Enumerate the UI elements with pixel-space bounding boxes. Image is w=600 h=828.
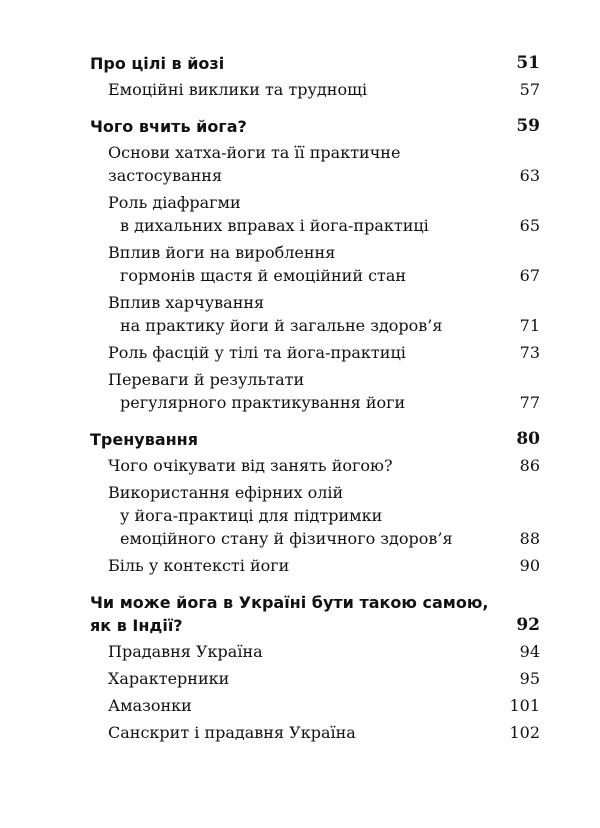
subsection-entry-page-number: 73 xyxy=(519,343,540,362)
subsection-entry-title-line: у йога-практиці для підтримки xyxy=(120,506,383,525)
chapter-entry-title xyxy=(90,591,508,637)
chapter-entry[interactable] xyxy=(90,428,540,451)
subsection-entry-title-line: Роль діафрагми xyxy=(108,193,241,212)
subsection-entry-page-number: 65 xyxy=(519,216,540,235)
subsection-entry[interactable] xyxy=(90,667,540,690)
subsection-entry-page-number: 102 xyxy=(509,723,540,742)
subsection-entry[interactable] xyxy=(90,721,540,744)
subsection-entry-title xyxy=(108,191,512,237)
table-of-contents xyxy=(90,52,540,758)
subsection-entry-page-number: 86 xyxy=(519,456,540,475)
chapter-entry-title xyxy=(90,428,508,451)
toc-section xyxy=(90,52,540,101)
subsection-entry-page-number: 90 xyxy=(519,556,540,575)
subsection-entry-page-number: 63 xyxy=(519,166,540,185)
chapter-entry-page-number: 92 xyxy=(516,615,540,635)
subsection-entry-title xyxy=(108,481,512,550)
subsection-entry-page-number: 71 xyxy=(519,316,540,335)
subsection-entry-title-line: Роль фасцій у тілі та йога-практиці xyxy=(108,343,406,362)
subsection-entry-title xyxy=(108,640,512,663)
toc-section xyxy=(90,591,540,744)
toc-section xyxy=(90,428,540,577)
subsection-entry-title-line: Використання ефірних олій xyxy=(108,483,344,502)
subsection-entry[interactable] xyxy=(90,481,540,550)
subsection-entry-title xyxy=(108,554,512,577)
subsection-entry-title-line: Амазонки xyxy=(108,696,192,715)
subsection-entry-title-line: Основи хатха-йоги та її практичне застосування xyxy=(108,143,401,185)
subsection-entry-page-number: 88 xyxy=(519,529,540,548)
chapter-entry-title-line: як в Індії? xyxy=(90,616,183,635)
chapter-entry-page-number: 80 xyxy=(516,429,540,449)
subsection-entry[interactable] xyxy=(90,241,540,287)
subsection-entry-page-number: 95 xyxy=(519,669,540,688)
subsection-entry[interactable] xyxy=(90,78,540,101)
chapter-entry-title xyxy=(90,52,508,75)
subsection-entry-page-number: 101 xyxy=(509,696,540,715)
subsection-entry-page-number: 77 xyxy=(519,393,540,412)
subsection-entry-title-line: регулярного практикування йоги xyxy=(120,393,406,412)
subsection-entry-title-line: Санскрит і прадавня Україна xyxy=(108,723,356,742)
subsection-entry-title xyxy=(108,78,512,101)
chapter-entry-page-number: 51 xyxy=(516,53,540,73)
subsection-entry-title xyxy=(108,454,512,477)
subsection-entry[interactable] xyxy=(90,554,540,577)
subsection-entry-page-number: 57 xyxy=(519,80,540,99)
subsection-entry-title xyxy=(108,694,501,717)
subsection-entry-title-line: Вплив йоги на вироблення xyxy=(108,243,336,262)
subsection-entry-title-line: Вплив харчування xyxy=(108,293,265,312)
subsection-entry-title-line: Характерники xyxy=(108,669,230,688)
subsection-entry-title xyxy=(108,291,512,337)
subsection-entry-title-line: в дихальних вправах і йога-практиці xyxy=(120,216,429,235)
chapter-entry-page-number: 59 xyxy=(516,116,540,136)
chapter-entry-title-line: Чи може йога в Україні бути такою самою, xyxy=(90,593,489,612)
subsection-entry[interactable] xyxy=(90,141,540,187)
subsection-entry-title xyxy=(108,368,512,414)
subsection-entry-title-line: Чого очікувати від занять йогою? xyxy=(108,456,393,475)
toc-section xyxy=(90,115,540,414)
subsection-entry-title-line: Прадавня Україна xyxy=(108,642,263,661)
subsection-entry-title xyxy=(108,721,501,744)
subsection-entry-title-line: Емоційні виклики та труднощі xyxy=(108,80,368,99)
chapter-entry[interactable] xyxy=(90,52,540,75)
subsection-entry-title xyxy=(108,341,512,364)
subsection-entry-title xyxy=(108,241,512,287)
chapter-entry[interactable] xyxy=(90,591,540,637)
chapter-entry-title xyxy=(90,115,508,138)
subsection-entry[interactable] xyxy=(90,640,540,663)
subsection-entry-title-line: Переваги й результати xyxy=(108,370,305,389)
subsection-entry-page-number: 67 xyxy=(519,266,540,285)
subsection-entry-title-line: Біль у контексті йоги xyxy=(108,556,290,575)
subsection-entry[interactable] xyxy=(90,341,540,364)
subsection-entry[interactable] xyxy=(90,368,540,414)
chapter-entry-title-line: Чого вчить йога? xyxy=(90,117,247,136)
chapter-entry-title-line: Про цілі в йозі xyxy=(90,54,225,73)
subsection-entry-title xyxy=(108,141,512,187)
subsection-entry[interactable] xyxy=(90,291,540,337)
chapter-entry-title-line: Тренування xyxy=(90,430,199,449)
subsection-entry[interactable] xyxy=(90,454,540,477)
subsection-entry[interactable] xyxy=(90,191,540,237)
subsection-entry-title xyxy=(108,667,512,690)
subsection-entry-title-line: на практику йоги й загальне здоров’я xyxy=(120,316,443,335)
subsection-entry[interactable] xyxy=(90,694,540,717)
subsection-entry-page-number: 94 xyxy=(519,642,540,661)
subsection-entry-title-line: емоційного стану й фізичного здоров’я xyxy=(120,529,453,548)
subsection-entry-title-line: гормонів щастя й емоційний стан xyxy=(120,266,407,285)
chapter-entry[interactable] xyxy=(90,115,540,138)
